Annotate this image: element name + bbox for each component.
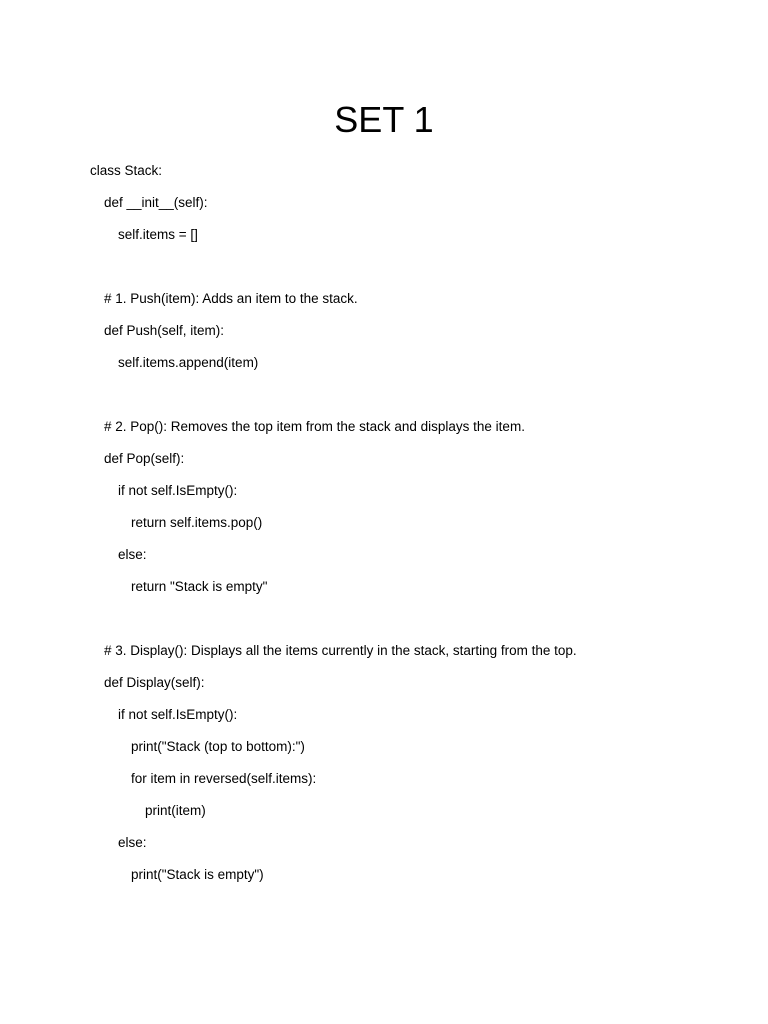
code-line: print("Stack is empty") [131, 867, 264, 882]
code-line: self.items = [] [118, 227, 198, 242]
code-line: def Pop(self): [104, 451, 185, 466]
code-line: else: [118, 547, 147, 562]
code-line: def __init__(self): [104, 195, 208, 210]
code-comment: # 1. Push(item): Adds an item to the stack. [104, 291, 358, 306]
blank-line [90, 383, 730, 415]
blank-line [90, 607, 730, 639]
blank-line [90, 255, 730, 287]
code-line: for item in reversed(self.items): [131, 771, 317, 786]
code-line: class Stack: [90, 163, 163, 178]
code-comment: # 2. Pop(): Removes the top item from the stack and displays the item. [104, 419, 525, 434]
code-line: def Push(self, item): [104, 323, 225, 338]
code-line: def Display(self): [104, 675, 205, 690]
page-title: SET 1 [334, 99, 434, 140]
code-line: print("Stack (top to bottom):") [131, 739, 305, 754]
code-line: self.items.append(item) [118, 355, 259, 370]
code-block [90, 159, 730, 895]
code-line: if not self.IsEmpty(): [118, 483, 238, 498]
code-line: else: [118, 835, 147, 850]
code-line: if not self.IsEmpty(): [118, 707, 238, 722]
code-line: print(item) [145, 803, 206, 818]
code-line: return "Stack is empty" [131, 579, 268, 594]
code-comment: # 3. Display(): Displays all the items currently in the stack, starting from the top. [104, 643, 577, 658]
code-line: return self.items.pop() [131, 515, 263, 530]
